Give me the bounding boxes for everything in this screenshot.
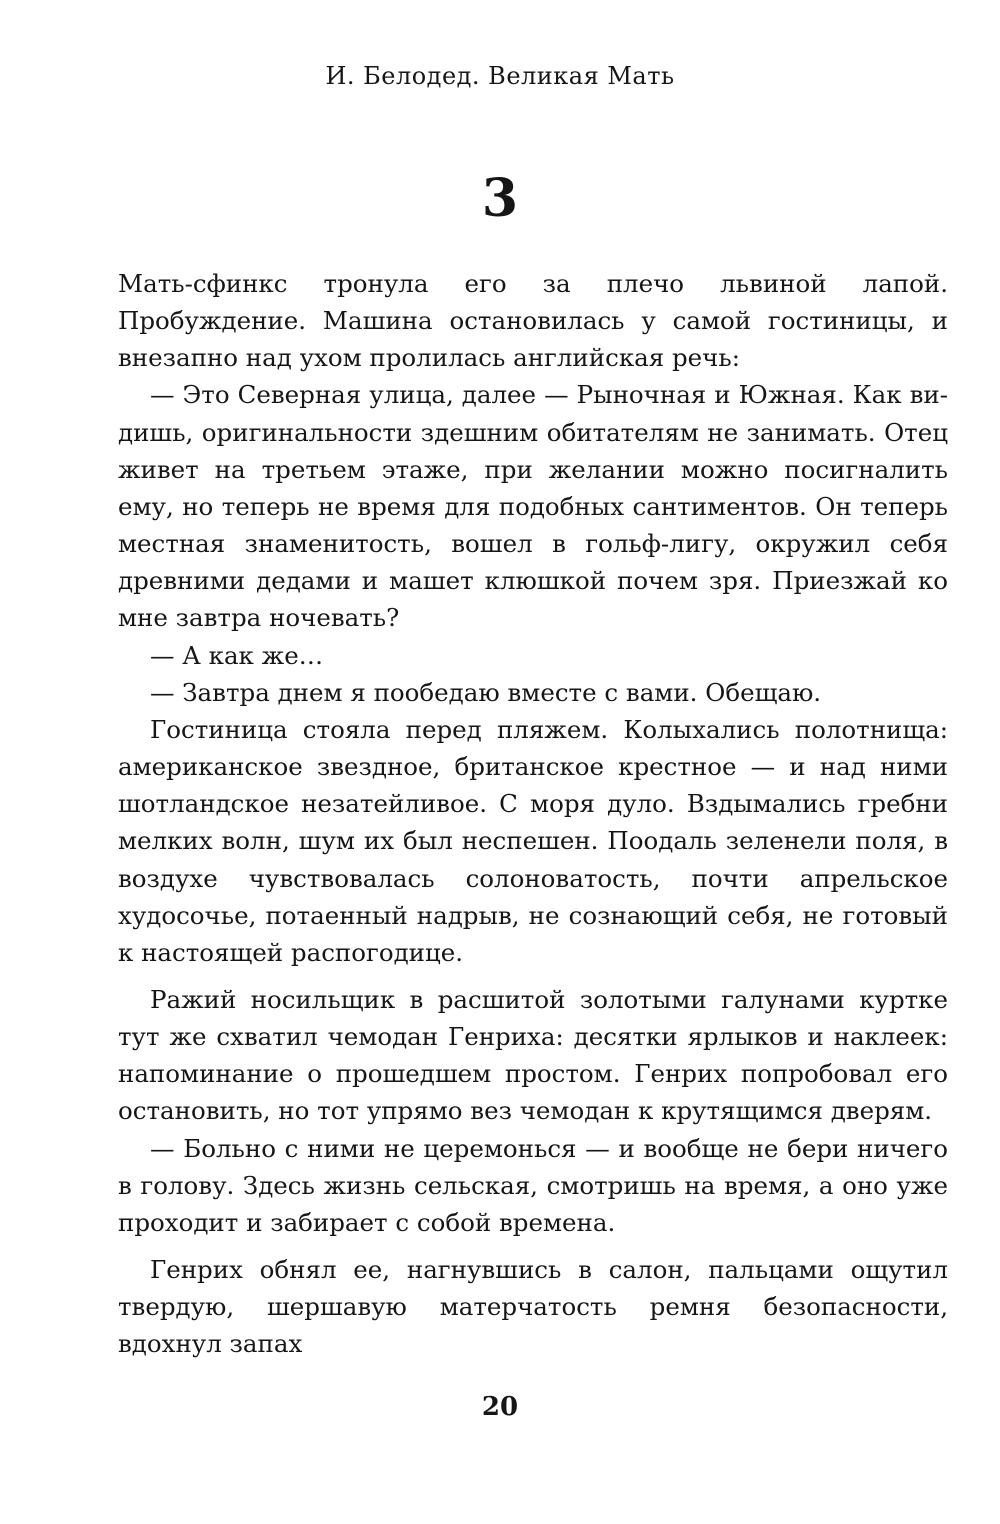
paragraph: — А как же… (150, 640, 324, 670)
paragraph: Ражий носильщик в расшитой золотыми галунами куртке тут же схватил чемодан Генриха: десятки ярлыков и наклеек: напоминание о прошедшем простом. Генрих попробовал его остановить, но тот упрямо вез чемодан к крутящимся дверям. (118, 984, 948, 1126)
paragraph: — Завтра днем я пообедаю вместе с вами. Обещаю. (150, 677, 822, 707)
paragraph: Гостиница стояла перед пляжем. Колыхались полотнища: американское звездное, британское крестное — и над ними шотландское незатейливое. С моря дуло. Вздымались гребни мелких волн, шум их был неспешен. Поодаль зеленели поля, в воздухе чувствовалась солоноватость, почти апрельское худосочье, потаенный надрыв, не сознающий себя, не готовый к настоящей распогодице. (118, 714, 948, 967)
paragraph: — Больно с ними не церемонься — и вообще не бери ничего в голову. Здесь жизнь сельская, смотришь на время, а оно уже проходит и забирает с собой времена. (118, 1133, 948, 1237)
chapter-body (118, 265, 948, 1363)
paragraph: Мать-сфинкс тронула его за плечо львиной лапой. Пробуждение. Машина остановилась у самой гостиницы, и внезапно над ухом пролилась английская речь: (118, 269, 948, 373)
running-head: И. Белодед. Великая Мать (325, 62, 675, 90)
page-number: 20 (481, 1392, 519, 1422)
chapter-number: 3 (481, 168, 519, 229)
paragraph: — Это Северная улица, далее — Рыночная и Южная. Как видишь, оригинальности здешним обитателям не занимать. Отец живет на третьем этаже, при желании можно посигналить ему, но теперь не время для подобных сантиментов. Он теперь местная знаменитость, вошел в гольф-лигу, окружил себя древними дедами и машет клюшкой почем зря. Приезжай ко мне завтра ночевать? (118, 380, 948, 633)
paragraph: Генрих обнял ее, нагнувшись в салон, пальцами ощутил твердую, шершавую матерчатость ремня безопасности, вдохнул запах (118, 1255, 948, 1359)
